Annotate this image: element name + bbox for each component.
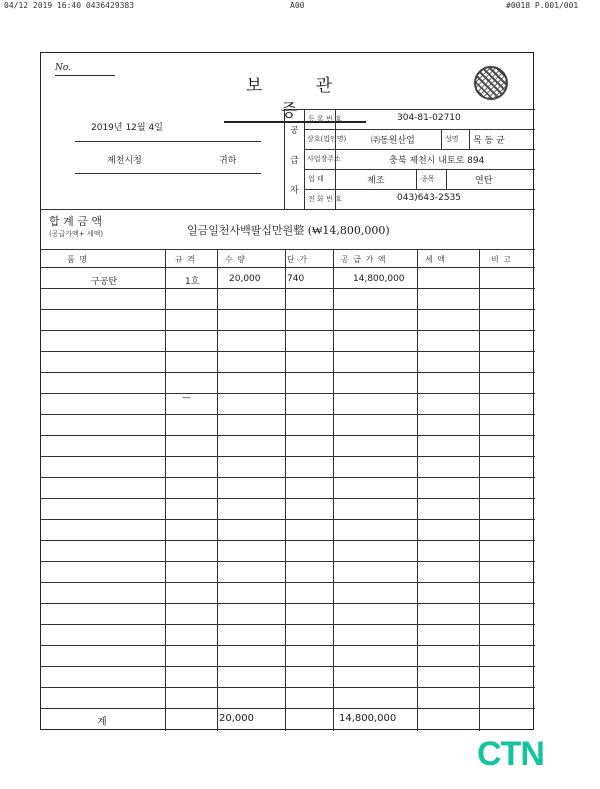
ceo-name-value: 목 동 균 xyxy=(473,136,505,146)
address-label: 사업장주소 xyxy=(307,155,341,163)
fax-code: A00 xyxy=(290,1,305,10)
address-value: 충북 제천시 내토로 894 xyxy=(389,156,485,166)
row-item: 구공탄 xyxy=(91,277,118,287)
no-label: No. xyxy=(55,63,71,73)
ceo-name-label: 성명 xyxy=(445,135,459,143)
header-unit-price: 단 가 xyxy=(287,255,308,264)
total-label: 합 계 금 액 xyxy=(49,215,102,228)
issue-date: 2019년 12월 4일 xyxy=(91,123,163,133)
date-underline xyxy=(75,141,261,142)
footer-supply-amount: 14,800,000 xyxy=(339,713,397,724)
supplier-label-2: 급 xyxy=(290,156,299,166)
business-type-label: 업 태 xyxy=(308,175,324,183)
fax-page: #0018 P.001/001 xyxy=(506,1,579,10)
company-value: ㈜동원산업 xyxy=(371,136,415,146)
row-supply-amount: 14,800,000 xyxy=(353,274,405,284)
reg-no-label: 등 록 번 호 xyxy=(308,115,342,123)
business-type-value: 제조 xyxy=(367,176,385,186)
recipient-underline xyxy=(75,173,261,174)
footer-quantity: 20,000 xyxy=(219,713,254,724)
header-remarks: 비 고 xyxy=(491,255,512,264)
ctn-logo: CTN xyxy=(477,735,544,773)
supplier-label-3: 자 xyxy=(290,186,299,196)
supplier-label-1: 공 xyxy=(290,126,299,136)
no-underline xyxy=(55,75,115,76)
phone-label: 전 화 번 호 xyxy=(308,195,342,203)
header-tax: 세 액 xyxy=(425,255,446,264)
total-sublabel: (공급가액+ 세액) xyxy=(49,230,104,238)
fax-header xyxy=(0,0,600,12)
company-seal-stamp xyxy=(474,66,508,100)
phone-value: 043)643-2535 xyxy=(397,193,462,203)
item-value: 연탄 xyxy=(475,176,493,186)
recipient-honorific: 귀하 xyxy=(219,156,237,166)
header-quantity: 수 량 xyxy=(225,255,246,264)
recipient-name: 제천시청 xyxy=(107,156,142,166)
total-amount-text: 일금일천사백팔십만원整 (₩14,800,000) xyxy=(187,224,390,237)
company-label: 상호(법인명) xyxy=(307,135,347,143)
fax-date-time: 04/12 2019 16:40 0436429383 xyxy=(4,1,135,10)
row-unit-price: 740 xyxy=(287,274,305,284)
reg-no-value: 304-81-02710 xyxy=(397,113,461,123)
receipt-sheet xyxy=(40,52,534,730)
header-item: 품 명 xyxy=(67,255,88,264)
item-label: 종목 xyxy=(421,175,435,183)
row-spec: 1호 xyxy=(185,277,200,287)
page-title: 보 관 증 xyxy=(224,71,366,123)
footer-label: 계 xyxy=(97,717,107,728)
header-supply-amount: 공 급 가 액 xyxy=(341,255,387,264)
row-quantity: 20,000 xyxy=(229,274,261,284)
row-dash: — xyxy=(182,393,191,403)
header-spec: 규 격 xyxy=(175,255,196,264)
